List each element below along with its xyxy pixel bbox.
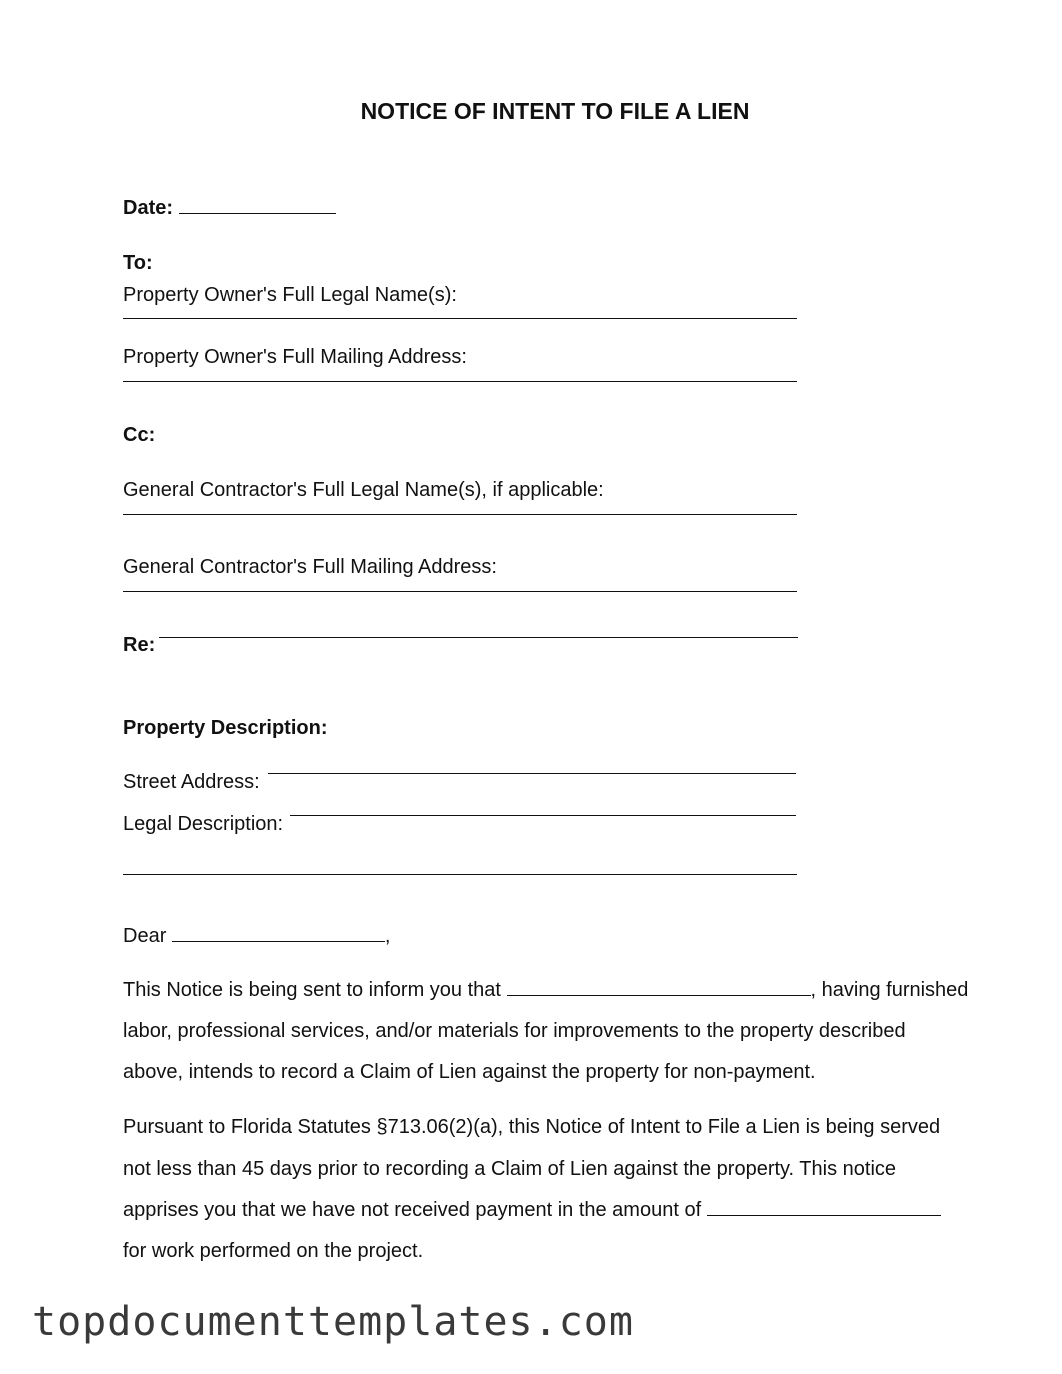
paragraph1-line1 [123,978,968,1002]
paragraph2-line1: Pursuant to Florida Statutes §713.06(2)(a), this Notice of Intent to File a Lien is being served [123,1116,941,1138]
owner-address-field[interactable] [123,381,797,382]
owner-address-label: Property Owner's Full Mailing Address: [123,346,467,368]
street-address-label: Street Address: [123,771,260,793]
legal-description-continuation-field[interactable] [123,874,797,875]
paragraph2-line3 [123,1198,941,1222]
owner-name-field[interactable] [123,318,797,319]
payment-amount-field[interactable] [707,1198,941,1216]
legal-description-label: Legal Description: [123,813,284,835]
paragraph2-line2: not less than 45 days prior to recording a Claim of Lien against the property. This notice [123,1158,897,1180]
paragraph2-line3-start: apprises you that we have not received payment in the amount of [123,1199,702,1221]
to-label: To: [123,252,153,274]
document-title: NOTICE OF INTENT TO FILE A LIEN [360,98,750,124]
contractor-name-field[interactable] [123,514,797,515]
date-label: Date: [123,197,174,219]
paragraph1-line1-start: This Notice is being sent to inform you that [123,979,501,1001]
property-description-label: Property Description: [123,717,328,739]
paragraph1-line2: labor, professional services, and/or materials for improvements to the property described [123,1020,906,1042]
paragraph2-line4: for work performed on the project. [123,1240,424,1262]
contractor-name-label: General Contractor's Full Legal Name(s), if applicable: [123,479,604,501]
re-field[interactable] [159,637,798,638]
contractor-address-label: General Contractor's Full Mailing Address: [123,556,497,578]
dear-label: Dear [123,925,167,947]
re-label: Re: [123,634,156,656]
cc-label: Cc: [123,424,156,446]
claimant-name-field[interactable] [507,978,811,996]
paragraph1-line3: above, intends to record a Claim of Lien against the property for non-payment. [123,1061,816,1083]
date-field[interactable] [179,196,336,214]
site-watermark: topdocumenttemplates.com [32,1299,634,1345]
dear-suffix: , [384,925,391,947]
legal-description-field[interactable] [290,815,796,816]
street-address-field[interactable] [268,773,796,774]
recipient-name-field[interactable] [172,924,385,942]
owner-name-label: Property Owner's Full Legal Name(s): [123,284,457,306]
salutation-row [123,924,390,948]
contractor-address-field[interactable] [123,591,797,592]
paragraph1-line1-end: , having furnished [810,979,969,1001]
date-row [123,196,336,220]
